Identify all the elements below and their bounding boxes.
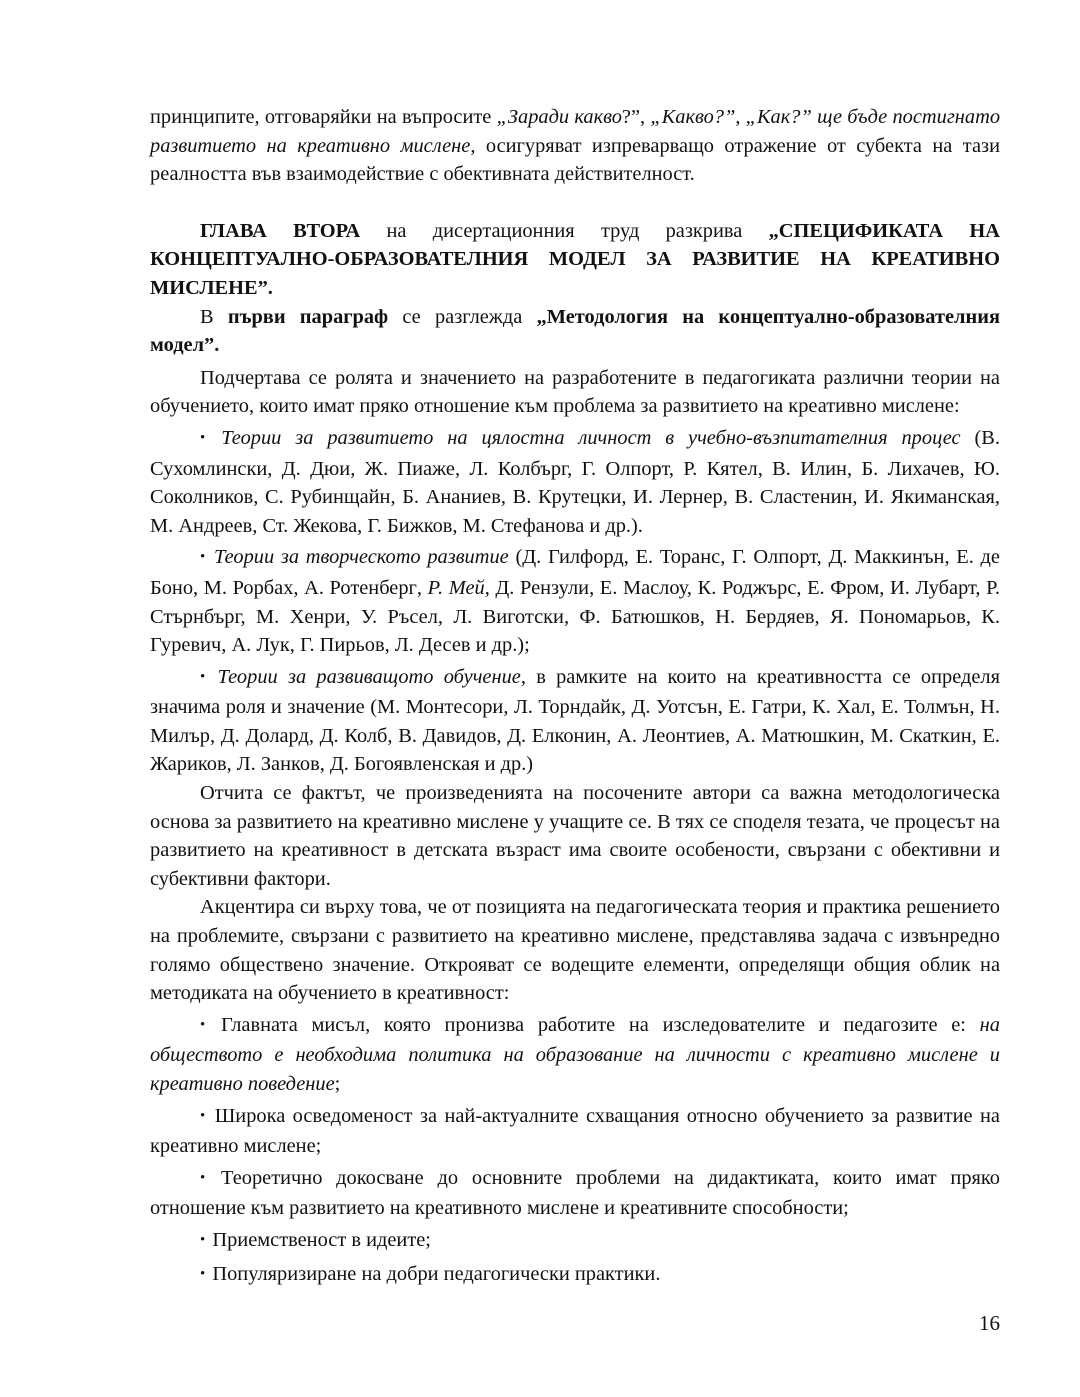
theory-authors: (Д. Гилфорд, Е. Торанс, Г. Олпорт, Д. Маккинън, Е. де Боно, М. Рорбах, А. Ротенберг <box>150 546 1000 599</box>
theory-title: Теории за развиващото обучение, <box>217 665 526 688</box>
bullet-icon: • <box>200 1265 206 1282</box>
bullet-icon: • <box>200 1107 206 1124</box>
chapter-label: ГЛАВА ВТОРА <box>200 219 361 242</box>
chapter-text: на дисертационния труд разкрива <box>360 219 769 242</box>
bullet-icon: • <box>200 549 206 566</box>
paragraph-title: „Методология на концептуално-образователния модел”. <box>150 305 1001 357</box>
theory-item-development <box>150 424 1000 540</box>
bullet-icon: • <box>200 1016 206 1033</box>
paragraph-one-intro <box>150 303 1000 360</box>
intro-text: , <box>735 106 746 128</box>
document-body <box>150 103 1000 1290</box>
theory-item-creative <box>150 543 1000 659</box>
theory-authors: в рамките на които на креативността се определя значима роля и значение (М. Монтесори, Л. Торндайк, Д. Уотсън, Е. Гатри, К. Хал, Е. Толмън, Н. Милър, Д. Долард, Д. Колб, В. Давидов, Д. Елконин, А. Леонтиев, А. Матюшкин, М. Скаткин, Е. Жариков, Л. Занков, Д. Богоявленская и др.) <box>150 665 1000 776</box>
noted-paragraph: Отчита се фактът, че произведенията на посочените автори са важна методологическа основа за развитието на креативно мислене у учащите се. В тях се споделя тезата, че процесът на развитието на креативност в детската възраст има своите особености, свързани с обективни и субективни фактори. <box>150 782 1000 890</box>
element-item-practices <box>150 1260 1000 1291</box>
theory-item-developmental-learning <box>150 663 1000 779</box>
intro-text: принципите, отговаряйки на въпросите <box>150 106 497 128</box>
intro-paragraph <box>150 103 1000 189</box>
bullet-icon: • <box>200 1169 206 1186</box>
chapter-title: „СПЕЦИФИКАТА НА КОНЦЕПТУАЛНО-ОБРАЗОВАТЕЛНИЯ МОДЕЛ ЗА РАЗВИТИЕ НА КРЕАТИВНО МИСЛЕНЕ”. <box>150 219 1000 299</box>
theory-title: Теории за творческото развитие <box>214 546 509 569</box>
element-item-continuity <box>150 1226 1000 1257</box>
theory-authors: , Д. Рензули, Е. Маслоу, К. Роджърс, Е. Фром, И. Лубарт, Р. Стърнбърг, М. Хенри, У. Ръсел, Л. Виготски, Ф. Батюшков, Н. Бердяев, Я. Пономарьов, К. Гуревич, А. Лук, Г. Пирьов, Л. Десев и др.); <box>150 576 1000 657</box>
theory-title: Теории за развитието на цялостна личност в учебно-възпитателния процес <box>221 426 961 449</box>
question-what: „Какво?” <box>650 106 736 128</box>
element-text: Теоретично докосване до основните проблеми на дидактиката, които имат пряко отношение към развитието на креативното мислене и креативните способности; <box>150 1166 1000 1220</box>
text-run: се разглежда <box>388 305 537 328</box>
question-how: „Как?” ще бъде постигнато развитието на креативно мислене <box>150 106 1001 157</box>
element-text: Главната мисъл, която пронизва работите на изследователите и педагозите е: <box>221 1013 980 1036</box>
bullet-icon: • <box>200 1231 206 1248</box>
paragraph-gap <box>150 189 1000 217</box>
element-text: Широка осведоменост за най-актуалните схващания относно обучението за развитие на креативно мислене; <box>150 1104 1000 1158</box>
paragraph-label: първи параграф <box>227 305 389 328</box>
element-item-main-idea <box>150 1011 1000 1099</box>
emphasis-paragraph: Акцентира си върху това, че от позицията на педагогическата теория и практика решението на проблемите, свързани с развитието на креативно мислене, представлява задача с извънредно голямо обществено значение. Открояват се водещите елементи, определящи общия облик на методиката на обучението в креативност: <box>150 896 1000 1005</box>
element-item-awareness <box>150 1102 1000 1161</box>
element-item-didactics <box>150 1164 1000 1223</box>
underline-paragraph: Подчертава се ролята и значението на разработените в педагогиката различни теории на обучението, които имат пряко отношение към проблема за развитието на креативно мислене: <box>150 366 1000 418</box>
text-run: В <box>200 305 228 328</box>
theory-author-italic: , Р. Мей <box>416 576 485 599</box>
element-italic-text: на обществото е необходима политика на образование на личности с креативно мислене и креативно поведение <box>150 1013 1000 1095</box>
element-text: Приемственост в идеите; <box>212 1228 431 1251</box>
chapter-heading <box>150 217 1000 303</box>
element-text: ; <box>334 1073 341 1095</box>
bullet-icon: • <box>200 668 206 685</box>
page-number: 16 <box>979 1311 1000 1335</box>
intro-text: ?”, <box>621 106 651 128</box>
intro-text: , осигуряват изпреварващо отражение от субекта на тази реалността във взаимодействие с обективната действителност. <box>150 134 1000 186</box>
bullet-icon: • <box>200 429 206 446</box>
element-text: Популяризиране на добри педагогически практики. <box>212 1262 661 1285</box>
question-why: „Заради какво <box>496 106 622 128</box>
theory-authors: (В. Сухомлински, Д. Дюи, Ж. Пиаже, Л. Колбърг, Г. Олпорт, Р. Кятел, В. Илин, Б. Лихачев, Ю. Соколников, С. Рубинщайн, Б. Ананиев, В. Крутецки, И. Лернер, В. Сластенин, И. Якиманская, М. Андреев, Ст. Жекова, Г. Бижков, М. Стефанова и др.). <box>150 426 1001 537</box>
